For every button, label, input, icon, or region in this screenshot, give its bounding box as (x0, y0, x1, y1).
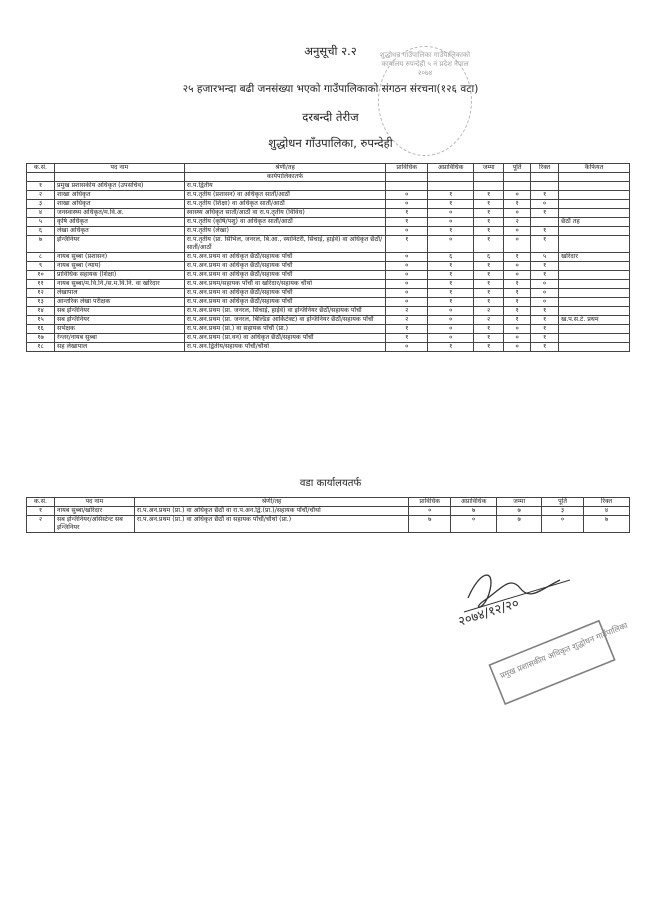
exec-cell-nontech: ६ (428, 253, 474, 262)
exec-cell-post: आन्तरिक लेखा परीक्षक (54, 298, 184, 307)
ward-header-row (27, 498, 630, 507)
exec-cell-remark (559, 200, 630, 209)
exec-cell-remark (559, 262, 630, 271)
exec-cell-level: रा.प.अन.द्वितीय/सहायक पाँचौं/चौथो (184, 343, 386, 352)
exec-cell-sn: २ (27, 191, 55, 200)
ward-cell-filled: ० (542, 516, 584, 533)
ward-cell-tech: ७ (409, 516, 451, 533)
exec-cell-vacant (531, 218, 559, 227)
exec-cell-total: १ (474, 209, 504, 218)
ward-col-filled: पूर्ति (542, 498, 584, 507)
exec-row (27, 209, 630, 218)
exec-cell-nontech: १ (428, 191, 474, 200)
exec-row (27, 200, 630, 209)
exec-cell-vacant: १ (531, 227, 559, 236)
col-remarks: कैफियत (559, 164, 630, 173)
exec-cell-remark: ख.प.स.टे. प्रथम (559, 316, 630, 325)
exec-cell-filled: ० (504, 343, 531, 352)
ward-row (27, 507, 630, 516)
exec-cell-nontech: १ (428, 271, 474, 280)
ward-table-body (27, 507, 630, 533)
exec-cell-filled: १ (504, 316, 531, 325)
exec-cell-nontech: १ (428, 298, 474, 307)
exec-cell-tech: २ (386, 307, 428, 316)
col-post: पद नाम (54, 164, 184, 173)
ward-cell-level: रा.प.अन.प्रथम (प्रा.) वा अधिकृत छैठौं वा रा.प.अन.द्वि.(प्रा.)/सहायक पाँचौं/चौथो (134, 507, 408, 516)
exec-row (27, 307, 630, 316)
exec-cell-nontech: १ (428, 227, 474, 236)
exec-cell-sn: १२ (27, 289, 55, 298)
exec-cell-remark: खरिदार (559, 253, 630, 262)
exec-cell-vacant: १ (531, 262, 559, 271)
exec-cell-tech: ० (386, 227, 428, 236)
col-level: श्रेणी/तह (184, 164, 386, 173)
exec-cell-filled: १ (504, 307, 531, 316)
exec-cell-level: रा.प.अन.प्रथम (प्रा.) वा सहायक पाँचौं (प्रा.) (184, 325, 386, 334)
exec-cell-vacant: ० (531, 298, 559, 307)
exec-cell-remark (559, 191, 630, 200)
exec-cell-post: सब इन्जिनियर (54, 316, 184, 325)
exec-row (27, 343, 630, 352)
exec-cell-sn: १५ (27, 316, 55, 325)
exec-cell-vacant: ० (531, 200, 559, 209)
ward-cell-post: नायब सुब्बा/खरिदार (54, 507, 134, 516)
exec-cell-vacant: १ (531, 209, 559, 218)
exec-cell-filled: १ (504, 200, 531, 209)
exec-row (27, 253, 630, 262)
exec-cell-nontech: ० (428, 316, 474, 325)
exec-cell-sn: ६ (27, 227, 55, 236)
exec-cell-sn: ९ (27, 262, 55, 271)
exec-cell-tech: २ (386, 316, 428, 325)
exec-cell-tech: ० (386, 289, 428, 298)
exec-cell-remark (559, 298, 630, 307)
ward-cell-total: ७ (497, 516, 542, 533)
exec-cell-tech: ० (386, 262, 428, 271)
exec-cell-vacant: १ (531, 325, 559, 334)
ward-cell-vacant: ७ (584, 516, 630, 533)
exec-cell-sn: ७ (27, 236, 55, 253)
exec-cell-vacant: १ (531, 271, 559, 280)
exec-row (27, 298, 630, 307)
exec-cell-level: रा.प.द्वितीय (184, 182, 386, 191)
exec-cell-post: नायब सुब्बा (प्रशासन) (54, 253, 184, 262)
exec-cell-post: कृषि अधिकृत (54, 218, 184, 227)
exec-cell-level: रा.प.अन.प्रथम वा अधिकृत छैठौं/सहायक पाँचौं (184, 289, 386, 298)
exec-row (27, 236, 630, 253)
exec-cell-post: शाखा अधिकृत (54, 191, 184, 200)
exec-cell-tech: ० (386, 271, 428, 280)
exec-cell-tech: ० (386, 191, 428, 200)
schedule-label: अनुसूची २.२ (304, 44, 357, 58)
exec-cell-tech: ० (386, 280, 428, 289)
exec-cell-sn: १६ (27, 325, 55, 334)
ward-cell-tech: ० (409, 507, 451, 516)
exec-cell-post: लेखा अधिकृत (54, 227, 184, 236)
exec-cell-sn: १७ (27, 334, 55, 343)
exec-cell-tech: ० (386, 298, 428, 307)
exec-cell-level: रा.प.अन.प्रथम वा अधिकृत छैठौं/सहायक पाँचौं (184, 262, 386, 271)
ward-cell-vacant: ४ (584, 507, 630, 516)
exec-cell-tech: ० (386, 200, 428, 209)
exec-cell-remark (559, 334, 630, 343)
table-header-row (27, 164, 630, 173)
exec-cell-tech: १ (386, 236, 428, 253)
exec-cell-total: १ (474, 200, 504, 209)
exec-cell-remark (559, 209, 630, 218)
staff-table-executive (26, 163, 630, 352)
exec-row (27, 227, 630, 236)
document-subtitle: २५ हजारभन्दा बढी जनसंख्या भएको गाउँपालिकाको संगठन संरचना(१२६ वटा) (182, 83, 479, 95)
exec-cell-vacant: ० (531, 289, 559, 298)
ward-col-nontechnical: अप्राविधिक (451, 498, 497, 507)
exec-cell-level: रा.प.अन.प्रथम वा अधिकृत छैठौं/सहायक पाँचौं (184, 271, 386, 280)
exec-cell-post: प्राविधिक सहायक (शिक्षा) (54, 271, 184, 280)
exec-cell-sn: ४ (27, 209, 55, 218)
exec-cell-filled: १ (504, 298, 531, 307)
exec-cell-sn: १३ (27, 298, 55, 307)
exec-cell-post: शाखा अधिकृत (54, 200, 184, 209)
exec-cell-filled: २ (504, 218, 531, 227)
col-total: जम्मा (474, 164, 504, 173)
exec-cell-post: प्रमुख प्रशासकीय अधिकृत (उपसचिव) (54, 182, 184, 191)
exec-cell-post: नायब सुब्बा/म.वि.नि./स.म.वि.नि. वा खरिदार (54, 280, 184, 289)
exec-cell-filled: ० (504, 325, 531, 334)
exec-cell-vacant: ० (531, 280, 559, 289)
exec-cell-nontech: ० (428, 209, 474, 218)
exec-cell-filled: १ (504, 289, 531, 298)
exec-cell-sn: ३ (27, 200, 55, 209)
exec-cell-sn: ८ (27, 253, 55, 262)
exec-cell-sn: ११ (27, 280, 55, 289)
exec-row (27, 191, 630, 200)
ward-section-title: वडा कार्यालयतर्फ (299, 478, 362, 489)
exec-cell-nontech: १ (428, 280, 474, 289)
exec-cell-total: १ (474, 262, 504, 271)
ward-row (27, 516, 630, 533)
exec-cell-filled: ० (504, 227, 531, 236)
ward-cell-sn: २ (27, 516, 55, 533)
exec-cell-filled: ० (504, 209, 531, 218)
ward-cell-nontech: ७ (451, 507, 497, 516)
col-filled: पूर्ति (504, 164, 531, 173)
exec-cell-remark (559, 343, 630, 352)
exec-cell-filled: ० (504, 191, 531, 200)
exec-row (27, 316, 630, 325)
exec-cell-filled: ० (504, 334, 531, 343)
exec-cell-level: रा.प.अन.प्रथम (प्रा. जनरल, सिंचाई, हाईवे) वा इन्जिनियर छैठौं/सहायक पाँचौं (184, 307, 386, 316)
exec-cell-remark (559, 236, 630, 253)
staff-table-ward (26, 497, 630, 533)
exec-cell-total: १ (474, 298, 504, 307)
exec-cell-nontech: १ (428, 343, 474, 352)
exec-cell-post: जनस्वास्थ्य अधिकृत/म.वि.अ. (54, 209, 184, 218)
exec-row (27, 325, 630, 334)
exec-cell-total: १ (474, 191, 504, 200)
section-row (27, 173, 630, 182)
exec-cell-vacant: १ (531, 343, 559, 352)
office-stamp (378, 46, 472, 156)
municipality-name: शुद्धोधन गाँउपालिका, रुपन्देही (268, 136, 393, 150)
exec-cell-total: १ (474, 218, 504, 227)
col-vacant: रिक्त (531, 164, 559, 173)
ward-cell-filled: ३ (542, 507, 584, 516)
exec-cell-nontech: ० (428, 218, 474, 227)
exec-cell-nontech: ० (428, 334, 474, 343)
exec-cell-vacant: १ (531, 191, 559, 200)
exec-cell-nontech: ० (428, 307, 474, 316)
exec-cell-remark: छैठौं तह (559, 218, 630, 227)
exec-cell-tech: ० (386, 253, 428, 262)
stamp-text: शुद्धोधन गाउँपालिका गाउँपालिकाको कार्यालय रुपन्देही ५ नं प्रदेश नेपाल २०७४ (379, 51, 471, 77)
exec-row (27, 218, 630, 227)
exec-cell-level: रा.प.अन.प्रथम (प्रा. जनरल, बिल्डिङ आर्किटेक्ट) वा इन्जिनियर छैठौं/सहायक पाँचौं (184, 316, 386, 325)
ward-cell-nontech: ० (451, 516, 497, 533)
exec-cell-sn: १ (27, 182, 55, 191)
exec-cell-remark (559, 325, 630, 334)
exec-cell-level: रा.प.अन.प्रथम वा अधिकृत छैठौं/सहायक पाँचौं (184, 298, 386, 307)
ward-cell-post: सब इन्जिनियर/असिस्टेन्ट सब इन्जिनियर (54, 516, 134, 533)
exec-cell-post: सह लेखापाल (54, 343, 184, 352)
exec-cell-post: रेन्जर/नायब सुब्बा (54, 334, 184, 343)
exec-cell-total: १ (474, 236, 504, 253)
ward-col-post: पद नाम (54, 498, 134, 507)
exec-cell-remark (559, 271, 630, 280)
exec-cell-filled: १ (504, 253, 531, 262)
exec-row (27, 280, 630, 289)
col-technical: प्राविधिक (386, 164, 428, 173)
exec-cell-nontech (428, 182, 474, 191)
document-title: दरबन्दी तेरीज (302, 110, 359, 124)
exec-cell-level: रा.प.अन.प्रथम वा अधिकृत छैठौं/सहायक पाँचौं (184, 253, 386, 262)
exec-cell-total: १ (474, 280, 504, 289)
exec-cell-filled: ० (504, 271, 531, 280)
exec-cell-remark (559, 280, 630, 289)
signature-and-seal (450, 560, 629, 700)
ward-col-sn: क.सं. (27, 498, 55, 507)
exec-cell-filled: १ (504, 280, 531, 289)
exec-cell-total: २ (474, 316, 504, 325)
exec-cell-sn: १८ (27, 343, 55, 352)
exec-cell-vacant: ५ (531, 253, 559, 262)
exec-cell-remark (559, 182, 630, 191)
exec-cell-tech: १ (386, 218, 428, 227)
exec-cell-total: १ (474, 325, 504, 334)
ward-cell-sn: १ (27, 507, 55, 516)
section-label: कार्यपालिकातर्फ (184, 173, 386, 182)
exec-cell-sn: १० (27, 271, 55, 280)
exec-row (27, 334, 630, 343)
exec-cell-nontech: १ (428, 289, 474, 298)
exec-cell-vacant: १ (531, 334, 559, 343)
exec-cell-post: इन्जिनियर (54, 236, 184, 253)
exec-cell-filled (504, 182, 531, 191)
exec-cell-level: स्वास्थ्य अधिकृत सातौं/आठौं वा रा.प.तृतीय (विविध) (184, 209, 386, 218)
exec-row (27, 289, 630, 298)
exec-cell-level: रा.प.अन.प्रथम/सहायक पाँचौं वा खरिदार/सहायक चौथो (184, 280, 386, 289)
exec-cell-sn: १४ (27, 307, 55, 316)
exec-cell-total: ६ (474, 253, 504, 262)
ward-cell-level: रा.प.अन.प्रथम (प्रा.) वा अधिकृत छैठौं वा सहायक पाँचौं/चौथो (प्रा.) (134, 516, 408, 533)
exec-cell-level: रा.प.तृतीय (प्रा. सिभिल, जनरल, बि.आ., स्यानिटरी, सिंचाई, हाईवे) वा अधिकृत छैठौं/सातौं/आठौं (184, 236, 386, 253)
col-sn: क.सं. (27, 164, 55, 173)
exec-cell-remark (559, 307, 630, 316)
exec-cell-total: १ (474, 227, 504, 236)
exec-cell-sn: ५ (27, 218, 55, 227)
exec-cell-nontech: १ (428, 262, 474, 271)
exec-cell-total: २ (474, 307, 504, 316)
exec-cell-nontech: १ (428, 200, 474, 209)
exec-cell-filled: ० (504, 236, 531, 253)
exec-cell-vacant: १ (531, 316, 559, 325)
exec-cell-level: रा.प.तृतीय (कृषि/पशु) वा अधिकृत सातौं/आठौं (184, 218, 386, 227)
exec-cell-post: सब इन्जिनियर (54, 307, 184, 316)
exec-cell-total: १ (474, 334, 504, 343)
exec-cell-tech: ० (386, 343, 428, 352)
exec-cell-vacant: १ (531, 236, 559, 253)
exec-cell-vacant (531, 182, 559, 191)
exec-cell-total: १ (474, 271, 504, 280)
exec-cell-tech: १ (386, 209, 428, 218)
exec-cell-tech: १ (386, 325, 428, 334)
ward-col-total: जम्मा (497, 498, 542, 507)
exec-cell-post: नायब सुब्बा (न्याय) (54, 262, 184, 271)
exec-cell-level: रा.प.तृतीय (प्रशासन) वा अधिकृत सातौं/आठौं (184, 191, 386, 200)
exec-cell-total: १ (474, 343, 504, 352)
exec-cell-vacant: १ (531, 307, 559, 316)
exec-row (27, 271, 630, 280)
exec-cell-level: रा.प.तृतीय (लेखा) (184, 227, 386, 236)
col-nontechnical: अप्राविधिक (428, 164, 474, 173)
exec-cell-level: रा.प.अन.प्रथम (प्रा.वन) वा अधिकृत छैठौं/सहायक पाँचौं (184, 334, 386, 343)
exec-cell-remark (559, 289, 630, 298)
exec-cell-tech: १ (386, 334, 428, 343)
ward-col-technical: प्राविधिक (409, 498, 451, 507)
ward-col-level: श्रेणी/तह (134, 498, 408, 507)
exec-cell-nontech: ० (428, 236, 474, 253)
exec-cell-nontech: ० (428, 325, 474, 334)
exec-cell-total: १ (474, 289, 504, 298)
exec-cell-post: लेखापाल (54, 289, 184, 298)
exec-cell-level: रा.प.तृतीय (शिक्षा) वा अधिकृत सातौं/आठौं (184, 200, 386, 209)
seal-text: प्रमुख प्रशासकीय अधिकृत शुद्धोधन गाउँपालिका (498, 620, 629, 681)
exec-cell-filled: ० (504, 262, 531, 271)
exec-row (27, 262, 630, 271)
exec-cell-remark (559, 227, 630, 236)
exec-row (27, 182, 630, 191)
exec-cell-total (474, 182, 504, 191)
exec-cell-tech (386, 182, 428, 191)
exec-cell-post: सर्भेक्षक (54, 325, 184, 334)
signature-date: २०७४/१२/२० (456, 596, 522, 630)
executive-table-body (27, 182, 630, 352)
ward-col-vacant: रिक्त (584, 498, 630, 507)
ward-cell-total: ७ (497, 507, 542, 516)
